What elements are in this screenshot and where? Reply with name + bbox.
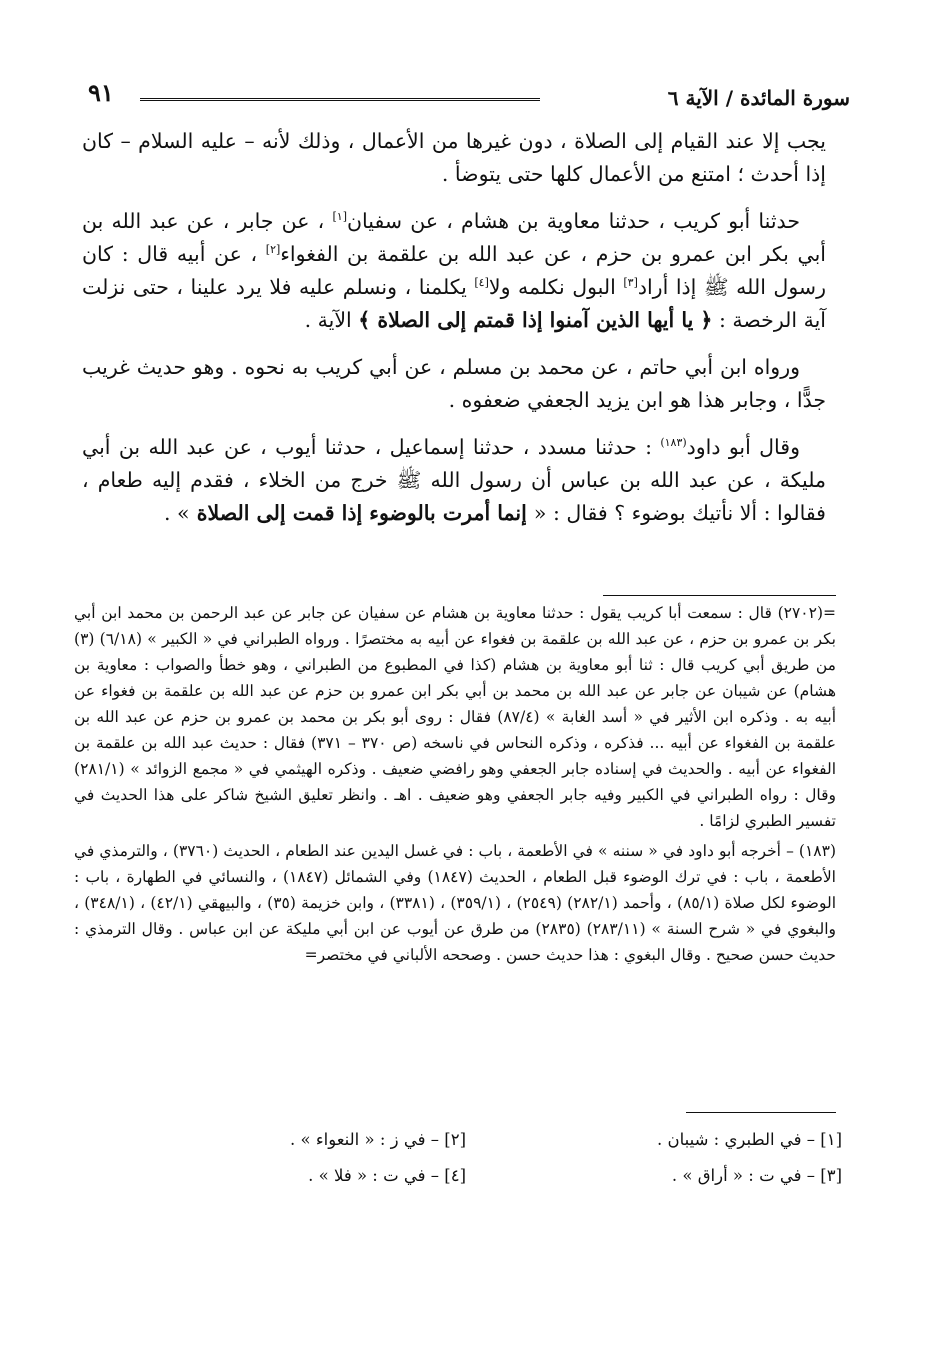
hadith-quote: إنما أمرت بالوضوء إذا قمت إلى الصلاة bbox=[189, 501, 534, 525]
paragraph-3: ورواه ابن أبي حاتم ، عن محمد بن مسلم ، عن أبي كريب به نحوه . وهو حديث غريب جدًّا ، وجابر هذا هو ابن يزيد الجعفي ضعفوه . bbox=[82, 355, 826, 412]
note-ref-2: [٢] bbox=[265, 243, 281, 257]
variant-note-3: [٣] – في ت : « أراق » . bbox=[671, 1166, 842, 1185]
footnote-2702: =(٢٧٠٢) قال : سمعت أبا كريب يقول : حدثنا معاوية بن هشام عن سفيان عن جابر عن عبد الرحمن بن محمد ابن أبي بكر بن عمرو بن حزم ، عن عبد الله بن علقمة بن فغواء عن أبيه به مختصرًا . ورواه الطبراني في « الكبير » (٦/١٨) (٣) من طريق أبي كريب قال : ثنا أبو معاوية بن هشام (كذا في المطبوع من الطبراني ، وهو خطأ والصواب : معاوية بن هشام) عن شيبان عن جابر عن عبد الله بن محمد بن أبي بكر ابن عمرو بن حزم عن عبد الله بن علقمة بن فغواء عن أبيه به . وذكره ابن الأثير في « أسد الغابة » (٨٧/٤) فقال : روى أبو بكر بن محمد بن عمرو بن حزم عن عبد الله بن علقمة بن الفغواء عن أبيه ... فذكره ، وذكره النحاس في ناسخه (ص ٣٧٠ – ٣٧١) فقال : حديث عبد الله بن علقمة بن الفغواء عن أبيه . والحديث في إسناده جابر الجعفي وهو رافضي ضعيف . وذكره الهيثمي في « مجمع الزوائد » (٢٨١/١) وقال : رواه الطبراني في الكبير وفيه جابر الجعفي وهو ضعيف . اهـ . وانظر تعليق الشيخ شاكر على هذا الحديث في تفسير الطبري لزامًا . bbox=[74, 604, 837, 830]
note-ref-3: [٣] bbox=[623, 276, 638, 290]
hadith-ref-183: (١٨٣) bbox=[660, 436, 687, 450]
notes-rule bbox=[686, 1112, 836, 1113]
paragraph-4-text-b: : حدثنا مسدد ، حدثنا إسماعيل ، حدثنا أيوب ، عن عبد الله بن أبي مليكة ، عن عبد الله بن عباس أن رسول الله ﷺ خرج من الخلاء ، فقدم إليه طعام ، فقالوا : ألا نأتيك بوضوء ؟ فقال : « bbox=[82, 435, 826, 525]
main-text bbox=[82, 125, 826, 544]
running-title: سورة المائدة / الآية ٦ bbox=[667, 86, 850, 110]
note-ref-4: [٤] bbox=[474, 276, 489, 290]
footnote-183: (١٨٣) – أخرجه أبو داود في « سننه » في الأطعمة ، باب : في غسل اليدين عند الطعام ، الحديث (٣٧٦٠) ، والترمذي في الأطعمة ، باب : في ترك الوضوء قبل الطعام ، الحديث (١٨٤٧) وفي الشمائل (١٨٤٧) ، والنسائي في الطهارة ، باب : الوضوء لكل صلاة (٨٥/١) ، وأحمد (٢٨٢/١) (٢٥٤٩) ، (٣٥٩/١) ، (٣٣٨١) ، وابن خزيمة (٣٥) ، والبيهقي (٤٢/١) ، (٣٤٨/١) ، والبغوي في « شرح السنة » (٢٨٣/١١) (٢٨٣٥) من طرق عن أيوب عن ابن أبي مليكة عن ابن عباس . وقال الترمذي : حديث حسن صحيح . وقال البغوي : هذا حديث حسن . وصححه الألباني في مختصر= bbox=[74, 842, 837, 964]
footnotes bbox=[74, 600, 836, 972]
paragraph-4 bbox=[82, 431, 826, 530]
footnote-rule bbox=[603, 595, 836, 596]
paragraph-2-text-e: يكلمنا ، ونسلم عليه فلا يرد علينا ، حتى نزلت آية الرخصة : bbox=[82, 275, 826, 332]
variant-note-2: [٢] – في ز : « النعواء » . bbox=[290, 1130, 466, 1149]
paragraph-2-text-a: حدثنا أبو كريب ، حدثنا معاوية بن هشام ، عن سفيان bbox=[347, 209, 800, 233]
page-header bbox=[60, 72, 850, 112]
paragraph-2-text-d: البول نكلمه ولا bbox=[488, 275, 624, 299]
variant-note-4: [٤] – في ت : « فلا » . bbox=[308, 1166, 466, 1185]
paragraph-4-text-a: وقال أبو داود bbox=[686, 435, 801, 459]
variant-notes bbox=[200, 1128, 842, 1198]
paragraph-2-text-c: ، عن أبيه قال : كان رسول الله ﷺ إذا أراد bbox=[82, 242, 826, 299]
note-ref-1: [١] bbox=[332, 210, 347, 224]
paragraph-2-text-f: الآية . bbox=[304, 308, 359, 332]
paragraph-2-text-b: ، عن جابر ، عن عبد الله بن أبي بكر ابن عمرو بن حزم ، عن عبد الله بن علقمة بن الفغواء bbox=[82, 209, 826, 266]
paragraph-2 bbox=[82, 205, 826, 337]
variant-note-1: [١] – في الطبري : شيبان . bbox=[657, 1130, 842, 1149]
quran-verse: ﴿ يا أيها الذين آمنوا إذا قمتم إلى الصلاة ﴾ bbox=[358, 308, 713, 332]
paragraph-1: يجب إلا عند القيام إلى الصلاة ، دون غيرها من الأعمال ، وذلك لأنه – عليه السلام – كان إذا أحدث ؛ امتنع من الأعمال كلها حتى يتوضأ . bbox=[82, 129, 826, 186]
header-rule bbox=[140, 98, 540, 104]
paragraph-4-text-c: » . bbox=[164, 501, 190, 525]
page-number: ٩١ bbox=[88, 78, 114, 107]
